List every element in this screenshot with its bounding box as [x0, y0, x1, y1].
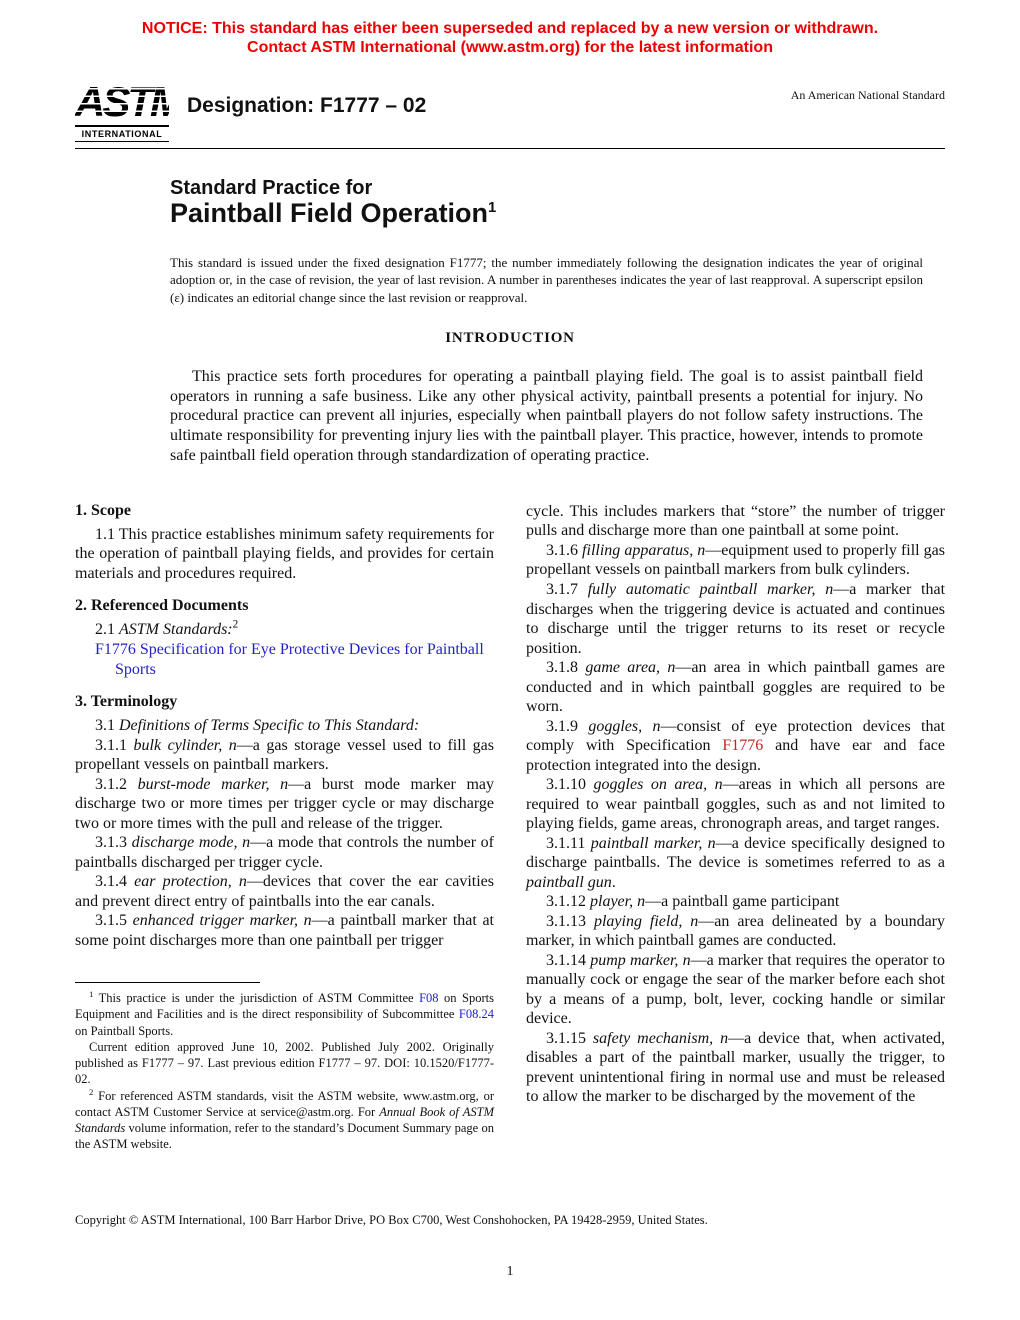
term-name: burst-mode marker, n	[137, 775, 289, 793]
term-definition	[526, 834, 945, 893]
term-name: goggles on area, n	[593, 776, 723, 794]
text-run: on Sports Equipment and Facilities and is the direct responsibility of Subcommittee	[75, 991, 494, 1022]
astm-logo-international-label: INTERNATIONAL	[75, 125, 169, 142]
notice-line-1: NOTICE: This standard has either been superseded and replaced by a new version or withdrawn.	[141, 20, 879, 37]
astm-logo-wordmark: ASTM	[75, 77, 182, 125]
text-run: —a mode that controls the number of paintballs discharged per trigger cycle.	[75, 834, 495, 871]
text-run: and have ear and face protection integrated into the design.	[526, 737, 945, 774]
term-number: 3.1.14	[546, 951, 591, 969]
footnote-2	[75, 1088, 494, 1153]
term-name: pump marker, n	[590, 951, 691, 969]
term-number: 3.1.5	[95, 912, 133, 930]
document-title-text: Paintball Field Operation	[170, 197, 489, 228]
inline-link[interactable]: F08	[419, 991, 439, 1006]
text-run: For referenced ASTM standards, visit the ASTM website, www.astm.org, or contact ASTM Customer Service at service@astm.org. For	[75, 1088, 494, 1119]
term-number: 3.1.2	[95, 775, 138, 793]
text-run: —consist of eye protection devices that comply with Specification	[526, 717, 945, 755]
term-number: 3.1.8	[546, 659, 586, 677]
scope-heading: 1. Scope	[75, 501, 131, 519]
term-definition	[75, 872, 494, 911]
term-definition	[526, 775, 945, 834]
term-definition	[75, 833, 494, 872]
term-number: 3.1.11	[546, 834, 591, 852]
term-definition	[526, 717, 945, 776]
text-run: —devices that cover the ear cavities and prevent direct entry of paintballs into the ear canals.	[75, 873, 495, 910]
text-run: 2.1	[95, 621, 119, 639]
term-name: player, n	[590, 893, 646, 911]
term-name: safety mechanism, n	[592, 1029, 729, 1047]
term-number: 3.1.12	[546, 893, 590, 911]
term-name: filling apparatus, n	[582, 541, 706, 559]
copyright-line: Copyright © ASTM International, 100 Barr Harbor Drive, PO Box C700, West Conshohocken, PA 19428-2959, United States.	[75, 1213, 708, 1227]
designation-label: Designation: F1777 – 02	[187, 93, 427, 117]
issue-statement: This standard is issued under the fixed designation F1777; the number immediately following the designation indicates the year of original adoption or, in the case of revision, the year of last revision. A number in parentheses indicates the year of last reapproval. A superscript epsilon (ε) indicates an editorial change since the last revision or reapproval.	[170, 255, 923, 305]
text-run: —an area in which paintball games are conducted and in which paintball goggles are required to be worn.	[526, 659, 946, 716]
text-run: ASTM Standards:	[119, 621, 233, 639]
term-name: ear protection, n	[134, 873, 247, 891]
text-run: —a marker that requires the operator to manually cock or engage the sear of the marker before each shot by a means of a pump, bolt, lever, cocking handle or similar device.	[526, 951, 945, 1028]
term-number: 3.1.7	[546, 581, 588, 598]
right-column	[526, 502, 945, 1153]
text-run: —equipment used to properly fill gas propellant vessels on paintball markers from bulk cylinders.	[526, 541, 945, 579]
term-name: bulk cylinder, n	[133, 736, 237, 754]
title-footnote-marker: 1	[488, 199, 497, 216]
text-run: Definitions of Terms Specific to This Standard:	[119, 717, 420, 735]
introduction-paragraph: This practice sets forth procedures for operating a paintball playing field. The goal is to assist paintball field operators in running a safe business. Like any other physical activity, paintball presents a potential for injury. No procedural practice can prevent all injuries, especially when paintball players do not follow safety instructions. The ultimate responsibility for preventing injury lies with the paintball player. This practice, however, intends to promote safe paintball field operation through standardization of operating practice.	[170, 367, 923, 465]
inline-link[interactable]: F1776	[95, 641, 136, 658]
term-number: 3.1.6	[546, 541, 583, 559]
inline-link[interactable]: F08.24	[458, 1007, 494, 1022]
text-run: —a device that, when activated, disables a part of the paintball marker, usually the trigger, to prevent unintentional firing in normal use and must be released to allow the marker to be discharged by the movement of the	[526, 1029, 945, 1106]
term-number: 3.1.13	[546, 912, 594, 930]
term-definition	[75, 775, 494, 834]
term-name: goggles, n	[588, 717, 661, 735]
text-run: —a marker that discharges when the triggering device is actuated and continues to discharge until the trigger returns to its reset or recycle position.	[526, 581, 946, 657]
term-definition	[526, 541, 945, 580]
scope-paragraph: 1.1 This practice establishes minimum safety requirements for the operation of paintball playing fields, and provides for certain materials and procedures required.	[75, 525, 494, 582]
term-name: paintball marker, n	[590, 834, 716, 852]
text-run: This practice is under the jurisdiction of ASTM Committee	[93, 991, 420, 1006]
footnote-marker: 1	[89, 989, 94, 1000]
referenced-standard-entry	[75, 640, 494, 679]
text-run: Current edition approved June 10, 2002. Published July 2002. Originally published as F1777 – 97. Last previous edition F1777 – 97. DOI: 10.1520/F1777-02.	[75, 1039, 494, 1087]
footnote-marker: 2	[232, 619, 239, 632]
footnote-edition-note	[75, 1039, 494, 1088]
term-name: enhanced trigger marker, n	[132, 912, 312, 930]
text-run: Annual Book of ASTM Standards	[75, 1104, 494, 1136]
two-column-body	[75, 502, 945, 1153]
terminology-definitions-right	[526, 541, 945, 1107]
text-run: —areas in which all persons are required to wear paintball goggles, such as and not limited to playing fields, game areas, chronograph areas, and target ranges.	[526, 776, 946, 833]
introduction-heading: INTRODUCTION	[445, 329, 575, 346]
page-number: 1	[506, 1264, 514, 1279]
term-definition	[526, 892, 945, 912]
term-number: 3.1.4	[95, 873, 135, 891]
footnotes-block	[75, 982, 494, 1153]
term-number: 3.1.10	[546, 776, 594, 794]
astm-logo	[75, 77, 182, 142]
text-run: 3.1	[95, 717, 119, 735]
title-block	[170, 177, 945, 229]
term-definition	[526, 1029, 945, 1107]
footnote-marker: 2	[89, 1086, 94, 1097]
term-definition	[526, 951, 945, 1029]
document-title	[170, 199, 945, 229]
text-run: .	[611, 873, 616, 891]
term-number: 3.1.15	[546, 1029, 593, 1047]
text-run: —an area delineated by a boundary marker, in which paintball games are conducted.	[526, 912, 946, 950]
text-run: —a paintball game participant	[645, 893, 840, 911]
text-run: —a burst mode marker may discharge two or more times per trigger cycle or may discharge two or more times with the pull and release of the trigger.	[75, 775, 495, 832]
term-number: 3.1.9	[546, 717, 589, 735]
term-definition	[75, 736, 494, 775]
inline-link[interactable]: Specification for Eye Protective Devices for Paintball Sports	[115, 641, 484, 678]
text-run: paintball gun	[526, 873, 612, 891]
notice-line-2: Contact ASTM International (www.astm.org) for the latest information	[247, 38, 773, 56]
inline-link[interactable]: F1776	[722, 737, 764, 755]
american-national-standard-note: An American National Standard	[790, 87, 945, 102]
footnote-separator-rule	[75, 982, 260, 983]
document-header	[75, 77, 945, 149]
term-name: game area, n	[585, 659, 676, 677]
text-run: on Paintball Sports.	[75, 1023, 174, 1038]
terminology-definitions-left	[75, 736, 494, 951]
title-kicker: Standard Practice for	[170, 176, 373, 199]
terminology-heading: 3. Terminology	[75, 693, 178, 711]
term-name: playing field, n	[593, 912, 699, 930]
term-name: discharge mode, n	[131, 834, 251, 852]
text-run: —a paintball marker that at some point discharges more than one paintball per trigger	[75, 912, 494, 949]
terminology-intro-line	[75, 716, 494, 736]
term-number: 3.1.3	[95, 834, 132, 852]
supersession-notice	[0, 0, 1020, 58]
term-name: fully automatic paintball marker, n	[587, 581, 834, 598]
left-column	[75, 502, 494, 1153]
term-definition	[526, 658, 945, 717]
term-number: 3.1.1	[95, 736, 134, 754]
term-definition	[526, 912, 945, 951]
footnote-1	[75, 990, 494, 1039]
text-run: volume information, refer to the standard’s Document Summary page on the ASTM website.	[75, 1121, 494, 1152]
referenced-documents-heading: 2. Referenced Documents	[75, 597, 249, 615]
astm-standards-line	[75, 620, 494, 640]
term-definition	[526, 580, 945, 658]
text-run: —a gas storage vessel used to fill gas propellant vessels on paintball markers.	[75, 736, 495, 774]
term-continuation-paragraph: cycle. This includes markers that “store” the number of trigger pulls and discharge more than one paintball at some point.	[526, 502, 945, 540]
term-definition	[75, 911, 494, 950]
text-run: —a device specifically designed to discharge paintballs. The device is sometimes referred to as a	[526, 834, 946, 872]
